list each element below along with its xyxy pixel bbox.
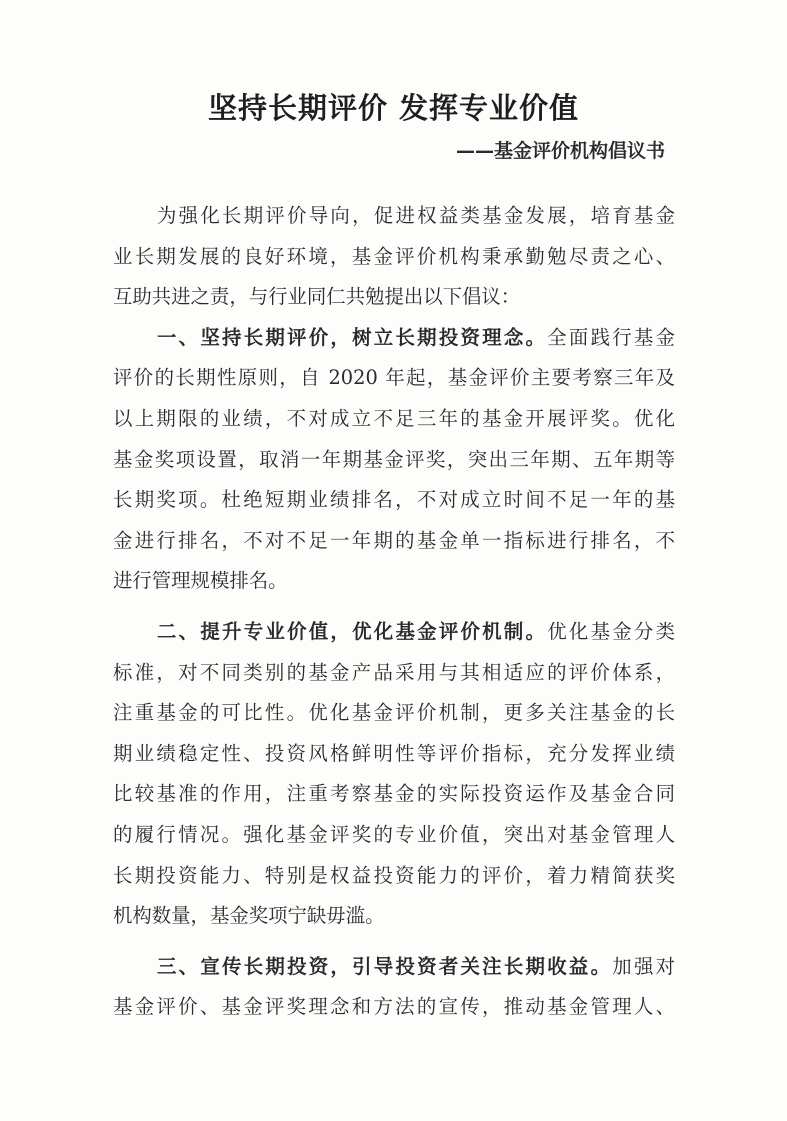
paragraph-line: 长期投资能力、特别是权益投资能力的评价，着力精简获奖 [113, 863, 675, 887]
paragraph-line: 进行管理规模排名。 [113, 569, 288, 593]
paragraph-line: 期业绩稳定性、投资风格鲜明性等评价指标，充分发挥业绩 [113, 741, 675, 765]
paragraph-line [113, 318, 675, 359]
paragraph-line: 机构数量，基金奖项宁缺毋滥。 [113, 904, 385, 928]
section-3-paragraph [113, 947, 675, 1028]
document-subtitle: ——基金评价机构倡议书 [455, 140, 665, 162]
paragraph-line: 评价的长期性原则，自 2020 年起，基金评价主要考察三年及 [113, 366, 675, 390]
paragraph-line: 基金奖项设置，取消一年期基金评奖，突出三年期、五年期等 [113, 447, 675, 471]
paragraph-line: 基金评价、基金评奖理念和方法的宣传，推动基金管理人、 [113, 995, 675, 1019]
paragraph-line: 为强化长期评价导向，促进权益类基金发展，培育基金 [157, 204, 675, 227]
section-3-first-text: 加强对 [612, 954, 675, 978]
paragraph-line [113, 612, 675, 653]
paragraph-line: 长期奖项。杜绝短期业绩排名，不对成立时间不足一年的基 [113, 488, 675, 512]
section-1-paragraph [113, 318, 675, 602]
paragraph-line: 的履行情况。强化基金评奖的专业价值，突出对基金管理人 [113, 822, 675, 846]
paragraph-line [113, 947, 675, 988]
section-2-heading: 二、提升专业价值，优化基金评价机制。 [157, 619, 548, 643]
section-1-first-text: 全面践行基金 [547, 325, 675, 349]
section-1-heading: 一、坚持长期评价，树立长期投资理念。 [157, 325, 548, 349]
section-2-paragraph [113, 612, 675, 937]
paragraph-line: 标准，对不同类别的基金产品采用与其相适应的评价体系， [113, 660, 675, 684]
section-2-first-text: 优化基金分类 [547, 619, 675, 643]
paragraph-line: 金进行排名，不对不足一年期的基金单一指标进行排名，不 [113, 528, 675, 552]
paragraph-line: 注重基金的可比性。优化基金评价机制，更多关注基金的长 [113, 701, 675, 725]
intro-paragraph [113, 196, 675, 318]
section-3-heading: 三、宣传长期投资，引导投资者关注长期收益。 [157, 954, 613, 978]
document-title: 坚持长期评价 发挥专业价值 [207, 91, 580, 125]
paragraph-line: 比较基准的作用，注重考察基金的实际投资运作及基金合同 [113, 782, 675, 806]
paragraph-line: 互助共进之责，与行业同仁共勉提出以下倡议： [113, 285, 521, 309]
document-body [113, 196, 675, 1028]
paragraph-line: 以上期限的业绩，不对成立不足三年的基金开展评奖。优化 [113, 406, 675, 430]
paragraph-line: 业长期发展的良好环境，基金评价机构秉承勤勉尽责之心、 [113, 244, 675, 268]
